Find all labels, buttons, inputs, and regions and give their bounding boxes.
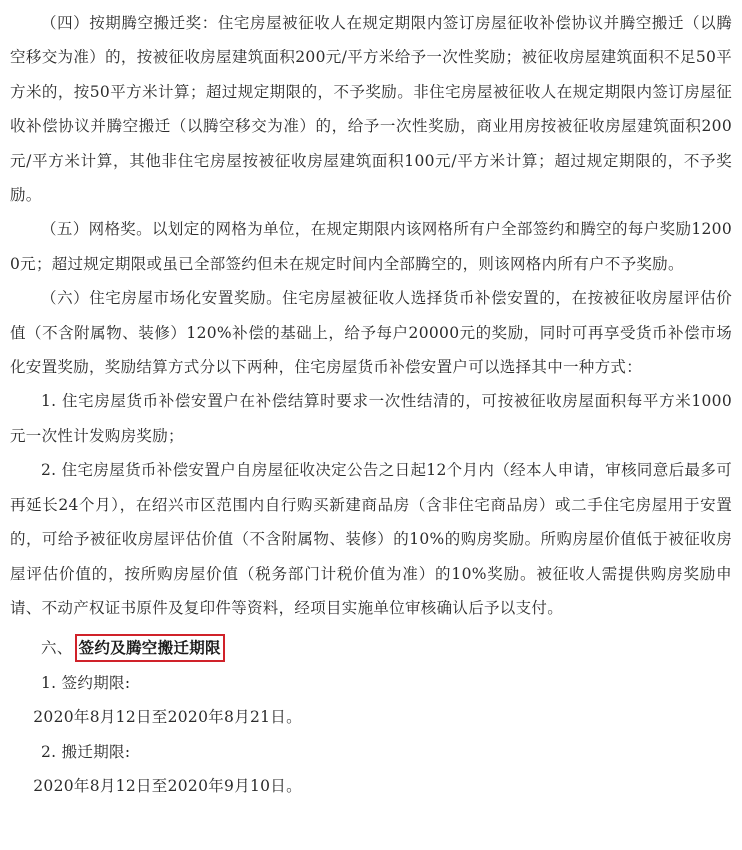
section-heading-signing-deadline <box>10 631 732 665</box>
moving-period-value: 2020年8月12日至2020年9月10日。 <box>33 776 302 795</box>
section-title-highlighted: 签约及腾空搬迁期限 <box>75 634 225 662</box>
section-number: 六、 <box>41 639 73 658</box>
signing-period-label: 1. 签约期限: <box>41 673 131 692</box>
moving-period-label: 2. 搬迁期限: <box>41 742 131 761</box>
paragraph-option-one-lump-sum: 1. 住宅房屋货币补偿安置户在补偿结算时要求一次性结清的，可按被征收房屋面积每平方米1000元一次性计发购房奖励； <box>10 392 732 445</box>
paragraph-grid-reward: （五）网格奖。以划定的网格为单位，在规定期限内该网格所有户全部签约和腾空的每户奖励12000元；超过规定期限或虽已全部签约但未在规定时间内全部腾空的，则该网格内所有户不予奖励。 <box>10 220 732 273</box>
paragraph-on-time-move-reward: （四）按期腾空搬迁奖：住宅房屋被征收人在规定期限内签订房屋征收补偿协议并腾空搬迁（以腾空移交为准）的，按被征收房屋建筑面积200元/平方米给予一次性奖励；被征收房屋建筑面积不足50平方米的，按50平方米计算；超过规定期限的，不予奖励。非住宅房屋被征收人在规定期限内签订房屋征收补偿协议并腾空搬迁（以腾空移交为准）的，给予一次性奖励，商业用房按被征收房屋建筑面积200元/平方米计算，其他非住宅房屋按被征收房屋建筑面积100元/平方米计算；超过规定期限的，不予奖励。 <box>10 14 732 205</box>
paragraph-option-two-purchase: 2. 住宅房屋货币补偿安置户自房屋征收决定公告之日起12个月内（经本人申请，审核同意后最多可再延长24个月），在绍兴市区范围内自行购买新建商品房（含非住宅商品房）或二手住宅房屋用于安置的，可给予被征收房屋评估价值（不含附属物、装修）的10%的购房奖励。所购房屋价值低于被征收房屋评估价值的，按所购房屋价值（税务部门计税价值为准）的10%奖励。被征收人需提供购房奖励申请、不动产权证书原件及复印件等资料，经项目实施单位审核确认后予以支付。 <box>10 461 732 617</box>
signing-period-value: 2020年8月12日至2020年8月21日。 <box>33 708 302 727</box>
paragraph-market-resettlement-reward: （六）住宅房屋市场化安置奖励。住宅房屋被征收人选择货币补偿安置的，在按被征收房屋评估价值（不含附属物、装修）120%补偿的基础上，给予每户20000元的奖励，同时可再享受货币补偿市场化安置奖励，奖励结算方式分以下两种，住宅房屋货币补偿安置户可以选择其中一种方式： <box>10 289 732 377</box>
